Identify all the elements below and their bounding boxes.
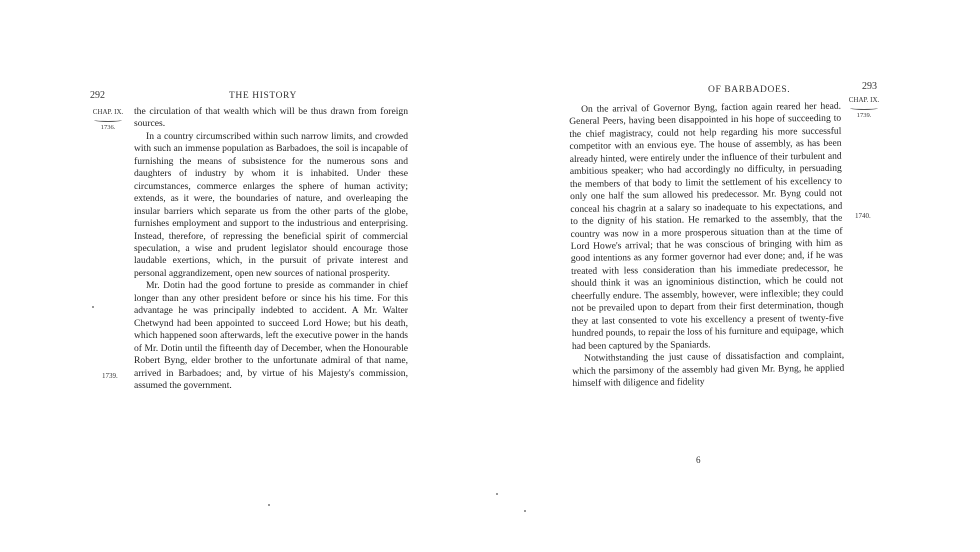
left-margin-brace xyxy=(94,118,122,122)
left-margin-chap-label: CHAP. IX. xyxy=(92,108,124,116)
right-page xyxy=(490,0,980,552)
right-margin-chap-label: CHAP. IX. xyxy=(848,96,880,104)
right-margin-brace xyxy=(850,106,878,110)
left-margin-year: 1736. xyxy=(100,124,116,131)
left-margin-chapter-note xyxy=(86,108,130,132)
right-signature-mark: 6 xyxy=(696,455,701,465)
right-page-speck xyxy=(524,510,526,512)
right-page-speck xyxy=(496,493,498,495)
left-side-year: 1739. xyxy=(102,372,118,380)
left-paragraph-1: the circulation of that wealth which will be thus drawn from foreign sources. xyxy=(134,106,408,130)
right-margin-year: 1739. xyxy=(856,112,872,119)
left-running-head: THE HISTORY xyxy=(229,91,297,101)
right-paragraph-2: Notwithstanding the just cause of dissatisfaction and complaint, which the parsimony of the assembly had given Mr. Byng, he applied himself with diligence and fidelity xyxy=(572,349,845,389)
right-running-head: OF BARBADOES. xyxy=(708,85,791,95)
right-paragraph-1: On the arrival of Governor Byng, faction again reared her head. General Peers, having been disappointed in his hope of succeeding to the chief magistracy, could not help regarding his more successful competitor with an envious eye. The house of assembly, as has been already hinted, were entirely under the influence of their turbulent and ambitious speaker; who had accordingly no difficulty, in persuading the members of that body to limit the settlement of his excellency to only one half the sum allowed his predecessor. Mr. Byng could not conceal his chagrin at a salary so inadequate to his expectations, and to the dignity of his station. He remarked to the assembly, that the country was now in a more prosperous situation than at the time of Lord Howe's arrival; that he was conscious of bringing with him as good intentions as any former governor had ever done; and, if he was treated with less consideration than his immediate predecessor, he should think it was an ignominious distinction, which he could not cheerfully endure. The assembly, however, were inflexible; they could not be prevailed upon to depart from their first determination, though they at last consented to vote his excellency a present of twenty-five hundred pounds, to repair the loss of his furniture and equipage, which had been captured by the Spaniards. xyxy=(569,100,844,352)
left-page-number: 292 xyxy=(90,90,105,101)
right-side-year: 1740. xyxy=(855,212,871,220)
left-page-speck xyxy=(268,504,270,506)
right-margin-chapter-note xyxy=(842,96,886,120)
left-paragraph-2: In a country circumscribed within such narrow limits, and crowded with such an immense population as Barbadoes, the soil is incapable of furnishing the means of subsistence for the numerous sons and daughters of industry by whom it is inhabited. Under these circumstances, commerce enlarges the sphere of human activity; extends, as it were, the boundaries of nature, and overleaping the insular barriers which separate us from the other parts of the globe, furnishes employment and support to the industrious and enterprising. Instead, therefore, of repressing the beneficial spirit of commercial speculation, a wise and prudent legislator should encourage those laudable exertions, which, in the pursuit of private interest and personal aggrandizement, open new sources of national prosperity. xyxy=(134,130,408,279)
left-page-speck xyxy=(92,306,94,308)
right-body-text xyxy=(569,101,844,391)
left-paragraph-3: Mr. Dotin had the good fortune to preside as commander in chief longer than any other president before or since his his time. For this advantage he was principally indebted to accident. A Mr. Walter Chetwynd had been appointed to succeed Lord Howe; but his death, which happened soon afterwards, left the executive power in the hands of Mr. Dotin until the fifteenth day of December, when the Honourable Robert Byng, elder brother to the unfortunate admiral of that name, arrived in Barbadoes; and, by virtue of his Majesty's commission, assumed the government. xyxy=(134,280,408,391)
right-page-number: 293 xyxy=(862,81,877,92)
left-body-text xyxy=(134,106,408,392)
